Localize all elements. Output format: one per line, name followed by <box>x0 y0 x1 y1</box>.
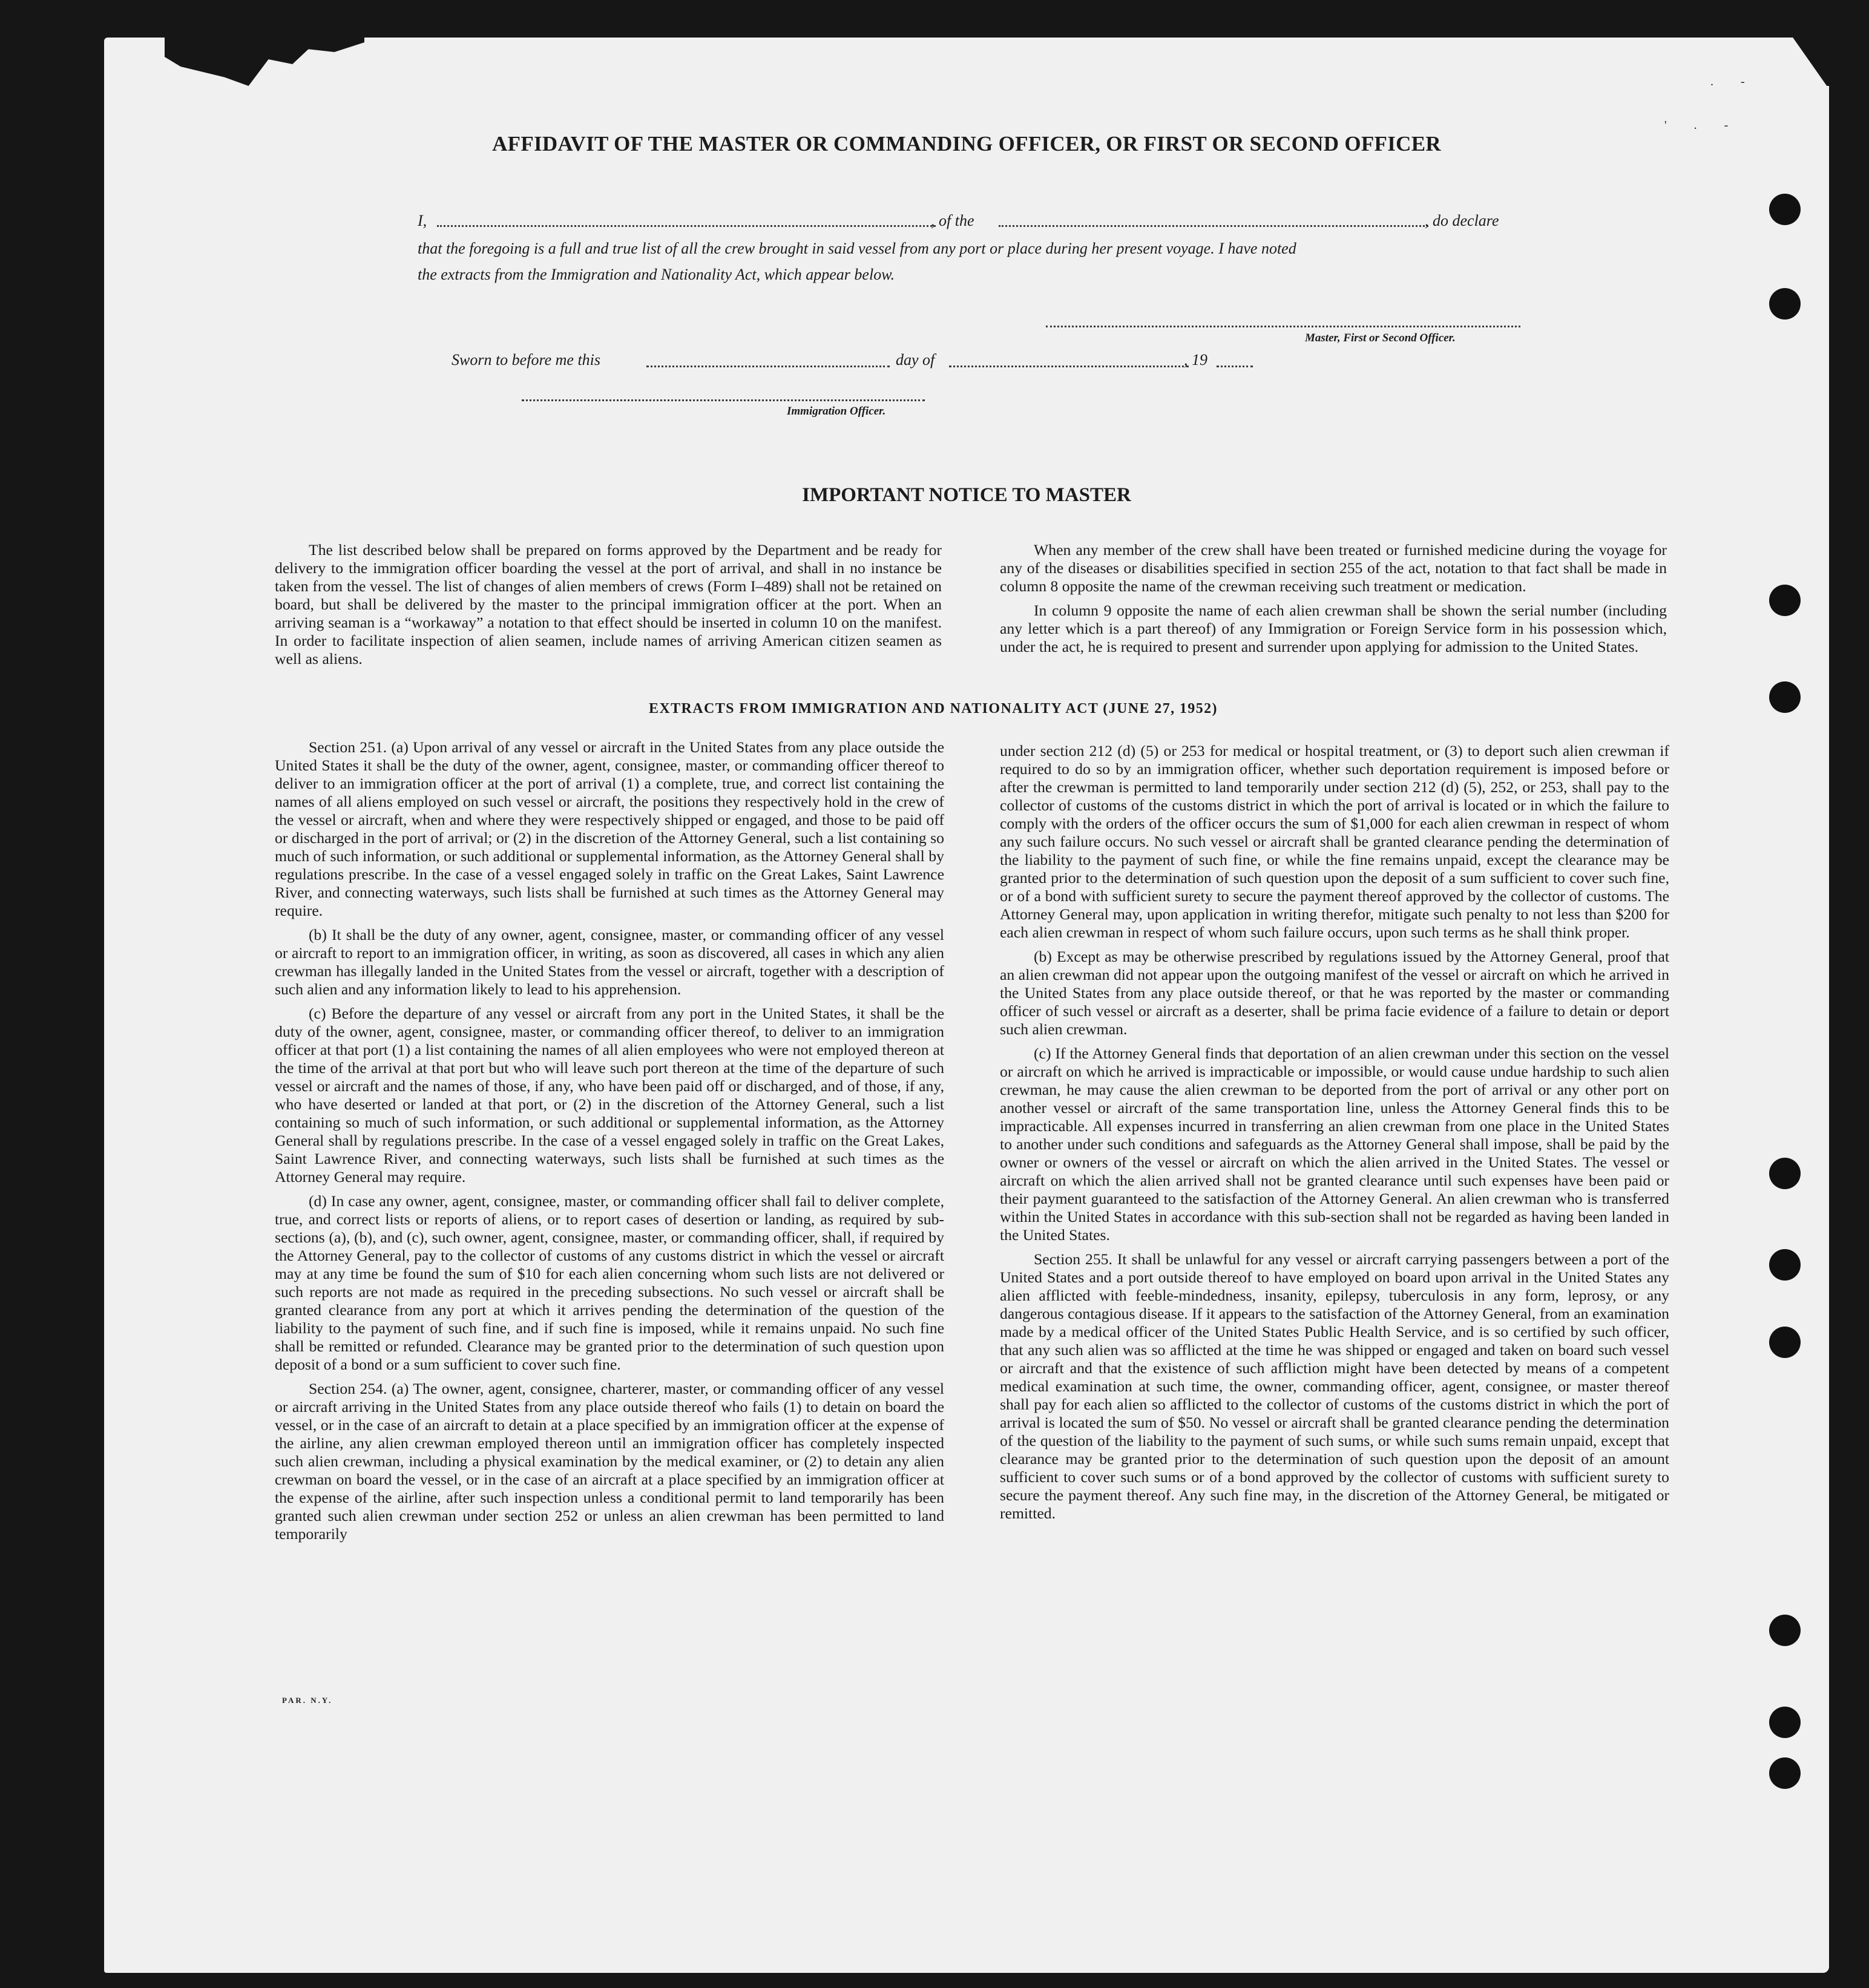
notice-paragraph: In column 9 opposite the name of each alien crewman shall be shown the serial number (including any letter which is a part thereof) of any Immigration or Foreign Service form in his possession which, under the act, he is required to present and surrender upon applying for admission to the United States. <box>1000 602 1667 655</box>
master-signature-line <box>1046 326 1520 327</box>
extracts-right-column <box>1000 742 1669 1529</box>
punch-hole <box>1769 1249 1801 1281</box>
master-signature-label: Master, First or Second Officer. <box>1305 332 1456 344</box>
notice-right-column <box>1000 541 1667 662</box>
immigration-officer-signature-line <box>522 399 925 401</box>
scan-specks: ' . - <box>1664 119 1741 132</box>
extracts-title: EXTRACTS FROM IMMIGRATION AND NATIONALITY ACT (JUNE 27, 1952) <box>649 701 1218 717</box>
sworn-day-blank <box>646 366 890 367</box>
name-blank-line <box>437 225 936 227</box>
notice-title: IMPORTANT NOTICE TO MASTER <box>802 484 1131 506</box>
punch-hole <box>1769 194 1801 225</box>
statute-paragraph: (c) Before the departure of any vessel or aircraft from any port in the United States, it shall be the duty of the owner, agent, consignee, master, or commanding officer thereof, to deliver to an immigration officer at that port (1) a list containing the names of all alien employees who were not employed thereon at the time of the arrival at that port but who will leave such port thereon at the time of the departure of such vessel or aircraft and the names of those, if any, who have been paid off or discharged, and of those, if any, who have deserted or landed at that port, or (2) in the discretion of the Attorney General, such a list containing so much of such information, or such additional or supplemental information, as the Attorney General shall by regulations prescribe. In the case of a vessel engaged solely in traffic on the Great Lakes, Saint Lawrence River, and connecting waterways, such lists shall be furnished at such times as the Attorney General may require. <box>275 1005 944 1186</box>
punch-hole <box>1769 1707 1801 1738</box>
sworn-month-blank <box>949 366 1189 367</box>
statute-paragraph: under section 212 (d) (5) or 253 for medical or hospital treatment, or (3) to deport such alien crewman if required to do so by an immigration officer, whether such deportation requirement is imposed before or after the crewman is permitted to land temporarily under section 212 (d) (5), 252, or 253, shall pay to the collector of customs of the customs district in which the port of arrival is located or in which the failure to comply with the orders of the officer occurs the sum of $1,000 for each alien crewman in respect of whom any such failure occurs. No such vessel or aircraft shall be granted clearance pending the determination of the liability to the payment of such fine, or while the fine remains unpaid, except the clearance may be granted prior to the determination of such question upon the deposit of a sum sufficient to cover such fine, or of a bond with sufficient surety to secure the payment thereof approved by the collector of customs. The Attorney General may, upon application in writing therefor, mitigate such penalty to not less than $200 for each alien crewman in respect of whom such failure occurs, upon such terms as he shall think proper. <box>1000 742 1669 941</box>
punch-hole <box>1769 585 1801 616</box>
punch-hole <box>1769 288 1801 320</box>
affidavit-title: AFFIDAVIT OF THE MASTER OR COMMANDING OFFICER, OR FIRST OR SECOND OFFICER <box>492 132 1441 156</box>
do-declare-label: , do declare <box>1425 212 1499 229</box>
affidavit-statement: that the foregoing is a full and true list of all the crew brought in said vessel from any port or place during her present voyage. I have noted <box>418 240 1296 257</box>
punch-hole <box>1769 681 1801 713</box>
statute-paragraph: (b) It shall be the duty of any owner, agent, consignee, master, or commanding officer of any vessel or aircraft to report to an immigration officer, in writing, as soon as discovered, all cases in which any alien crewman has illegally landed in the United States from the vessel or aircraft, together with a description of such alien and any information likely to lead to his apprehension. <box>275 926 944 998</box>
notice-paragraph: The list described below shall be prepared on forms approved by the Department and be ready for delivery to the immigration officer boarding the vessel at the port of arrival, and shall in no instance be taken from the vessel. The list of changes of alien members of crews (Form I–489) shall not be retained on board, but shall be delivered by the master to the principal immigration officer at the port. When an arriving seaman is a “workaway” a notation to that effect should be inserted in column 10 on the manifest. In order to facilitate inspection of alien seamen, include names of arriving American citizen seamen as well as aliens. <box>275 541 942 668</box>
year-blank <box>1217 366 1253 367</box>
year-label: , 19 <box>1184 351 1207 369</box>
vessel-blank-line <box>999 225 1428 227</box>
i-label: I, <box>418 212 427 229</box>
printer-mark: PAR. N.Y. <box>282 1696 333 1705</box>
punch-hole <box>1769 1615 1801 1646</box>
statute-paragraph: (b) Except as may be otherwise prescribed by regulations issued by the Attorney General, proof that an alien crewman did not appear upon the outgoing manifest of the vessel or aircraft on which he arrived in the United States from any place outside thereof, or that he was reported by the master or commanding officer of such vessel or aircraft as a deserter, shall be prima facie evidence of a failure to detain or deport such alien crewman. <box>1000 948 1669 1038</box>
of-the-label: , of the <box>931 212 974 229</box>
sworn-label: Sworn to before me this <box>452 351 601 369</box>
statute-paragraph: Section 255. It shall be unlawful for any vessel or aircraft carrying passengers between a port of the United States and a port outside thereof to have employed on board upon arrival in the United States any alien afflicted with feeble-mindedness, insanity, epilepsy, tuberculosis in any form, leprosy, or any dangerous contagious disease. If it appears to the satisfaction of the Attorney General, from an examination made by a medical officer of the United States Public Health Service, and is so certified by such officer, that any such alien was so afflicted at the time he was shipped or engaged and taken on board such vessel or aircraft and that the existence of such affliction might have been detected by means of a competent medical examination at such time, the owner, commanding officer, agent, consignee, or master thereof shall pay for each alien so afflicted to the collector of customs of the customs district in which the port of arrival is located the sum of $50. No vessel or aircraft shall be granted clearance pending the determination of the question of the liability to the payment of such sums, or while such sums remain unpaid, except that clearance may be granted prior to the determination of such question upon the deposit of an amount sufficient to cover such sums or of a bond approved by the collector of customs with sufficient surety to secure the payment thereof. Any such fine may, in the discretion of the Attorney General, be mitigated or remitted. <box>1000 1250 1669 1522</box>
notice-paragraph: When any member of the crew shall have been treated or furnished medicine during the voyage for any of the diseases or disabilities specified in section 255 of the act, notation to that fact shall be made in column 8 opposite the name of the crewman receiving such treatment or medication. <box>1000 541 1667 595</box>
punch-hole <box>1769 1757 1801 1789</box>
extracts-left-column <box>275 738 944 1549</box>
day-of-label: day of <box>896 351 935 369</box>
affidavit-statement-cont: the extracts from the Immigration and Nationality Act, which appear below. <box>418 266 895 283</box>
statute-paragraph: Section 251. (a) Upon arrival of any vessel or aircraft in the United States from any place outside the United States it shall be the duty of the owner, agent, consignee, master, or commanding officer thereof to deliver to an immigration officer at the port of arrival (1) a complete, true, and correct list containing the names of all aliens employed on such vessel or aircraft, the positions they respectively hold in the crew of the vessel or aircraft, when and where they were respectively shipped or engaged, and those to be paid off or discharged in the port of arrival; or (2) in the discretion of the Attorney General, such a list containing so much of such information, or such additional or supplemental information, as the Attorney General shall by regulations prescribe. In the case of a vessel engaged solely in traffic on the Great Lakes, Saint Lawrence River, and connecting waterways, such lists shall be furnished at such times as the Attorney General may require. <box>275 738 944 919</box>
punch-hole <box>1769 1327 1801 1358</box>
statute-paragraph: Section 254. (a) The owner, agent, consignee, charterer, master, or commanding officer of any vessel or aircraft arriving in the United States from any place outside thereof who fails (1) to detain on board the vessel, or in the case of an aircraft to detain at a place specified by an immigration officer at the expense of the airline, any alien crewman employed thereon until an immigration officer has completely inspected such alien crewman, including a physical examination by the medical examiner, or (2) to detain any alien crewman on board the vessel, or in the case of an aircraft at a place specified by an immigration officer at the expense of the airline, after such inspection unless a conditional permit to land temporarily has been granted such alien crewman under section 252 or unless an alien crewman has been permitted to land temporarily <box>275 1380 944 1543</box>
punch-hole <box>1769 1158 1801 1189</box>
notice-left-column <box>275 541 942 674</box>
statute-paragraph: (c) If the Attorney General finds that deportation of an alien crewman under this section on the vessel or aircraft on which he arrived is impracticable or impossible, or would cause undue hardship to such alien crewman, he may cause the alien crewman to be deported from the port of arrival or any other port on another vessel or aircraft of the same transportation line, unless the Attorney General finds this to be impracticable. All expenses incurred in transferring an alien crewman from one place in the United States to another under such conditions and safeguards as the Attorney General shall impose, shall be paid by the owner or owners of the vessel or aircraft on which the alien arrived in the United States. The vessel or aircraft on which the alien arrived shall not be granted clearance until such expenses have been paid or their payment guaranteed to the satisfaction of the Attorney General. An alien crewman who is transferred within the United States in accordance with this sub-section shall not be regarded as having been landed in the United States. <box>1000 1045 1669 1244</box>
statute-paragraph: (d) In case any owner, agent, consignee, master, or commanding officer shall fail to deliver complete, true, and correct lists or reports of aliens, or to report cases of desertion or landing, as required by sub-sections (a), (b), and (c), such owner, agent, consignee, master, or commanding officer, shall, if required by the Attorney General, pay to the collector of customs of any customs district in which the vessel or aircraft may at any time be found the sum of $10 for each alien concerning whom such lists are not delivered or such reports are not made as required in the preceding subsections. No such vessel or aircraft shall be granted clearance from any port at which it arrives pending the determination of the question of the liability to the payment of such fine, and if such fine is imposed, while it remains unpaid. No such fine shall be remitted or refunded. Clearance may be granted prior to the determination of such question upon deposit of a bond or a sum sufficient to cover such fine. <box>275 1192 944 1373</box>
scan-specks: . - <box>1710 75 1757 88</box>
immigration-officer-label: Immigration Officer. <box>787 405 886 418</box>
